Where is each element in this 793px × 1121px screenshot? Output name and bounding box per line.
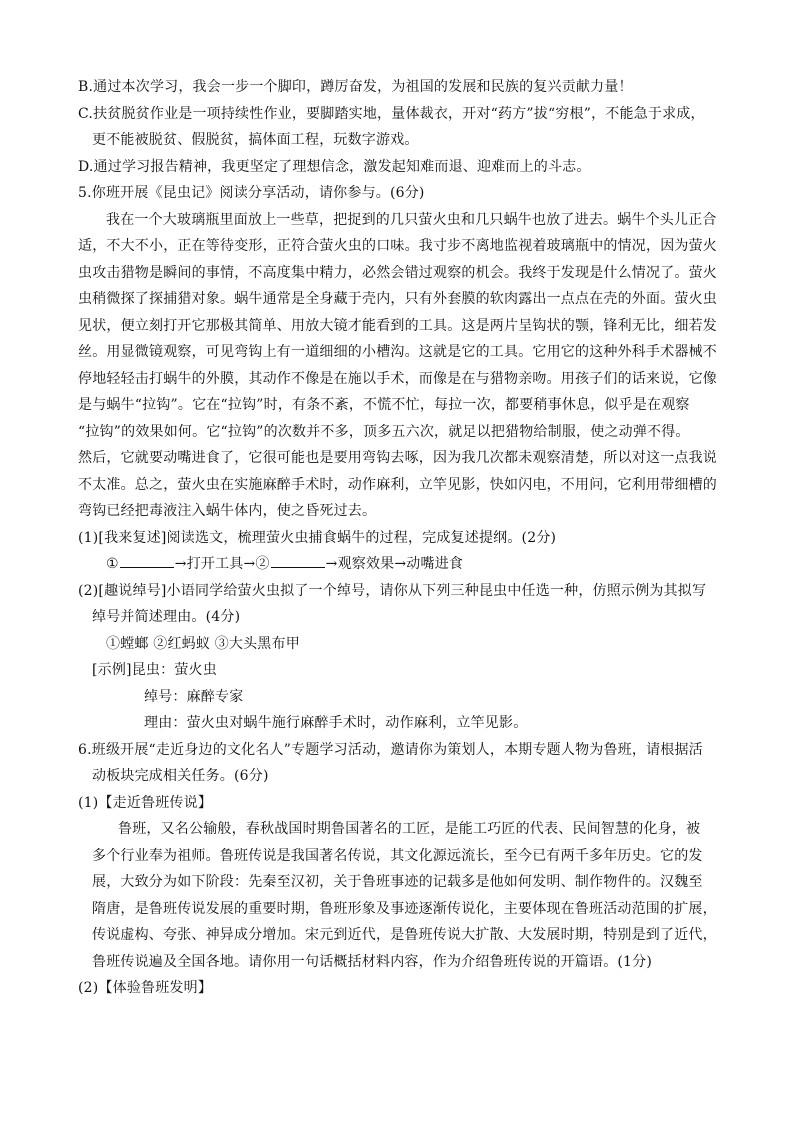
passage-line: 弯钩已经把毒液注入蜗牛体内，使之昏死过去。 <box>78 503 377 519</box>
answer-blank-2[interactable] <box>271 553 325 568</box>
question-5-passage <box>78 207 738 525</box>
passage-line: 适，不大不小，正在等待变形，正符合萤火虫的口味。我寸步不离地监视着玻璃瓶中的情况，因为萤火 <box>78 238 717 254</box>
insect-options: ①螳螂 ②红蚂蚁 ③大头黑布甲 <box>106 635 300 652</box>
answer-blank-1[interactable] <box>120 553 174 568</box>
question-5-sub-1: (1)[我来复述]阅读选文，梳理萤火虫捕食蜗牛的过程，完成复述提纲。(2分) <box>78 529 557 546</box>
passage-line: 虫稍微探了探捕猎对象。蜗牛通常是全身藏于壳内，只有外套膜的软肉露出一点点在壳的外面。萤火虫 <box>78 291 717 307</box>
passage-line: 不太准。总之，萤火虫在实施麻醉手术时，动作麻利，立竿见影，快如闪电，不用问，它利用带细槽的 <box>78 476 717 493</box>
example-reason: 理由：萤火虫对蜗牛施行麻醉手术时，动作麻利，立竿见影。 <box>144 715 528 731</box>
passage-line: “拉钩”的效果如何。它“拉钩”的次数并不多，顶多五六次，就足以把猎物给制服，使之动弹不得。 <box>78 423 690 440</box>
question-6-stem-line-2: 动板块完成相关任务。(6分) <box>92 768 269 784</box>
passage-line: 停地轻轻击打蜗牛的外膜，其动作不像是在施以手术，而像是在与猎物亲吻。用孩子们的话来说，它像 <box>78 370 717 387</box>
question-6-sub-2: (2)【体验鲁班发明】 <box>78 980 213 996</box>
question-5-sub-2-line-2: 绰号并简述理由。(4分) <box>92 609 241 625</box>
option-b: B.通过本次学习，我会一步一个脚印，蹲厉奋发，为祖国的发展和民族的复兴贡献力量！ <box>78 79 633 95</box>
option-c-line-2: 更不能被脱贫、假脱贫，搞体面工程，玩数字游戏。 <box>92 132 419 148</box>
option-c-line-1: C.扶贫脱贫作业是一项持续性作业，要脚踏实地，量体裁衣，开对“药方”拔“穷根”，不能急于求成， <box>78 105 705 122</box>
passage-line: 传说虚构、夸张、神异成分增加。宋元到近代，是鲁班传说大扩散、大发展时期，特别是到了近代， <box>92 927 717 943</box>
passage-line: 鲁班传说遍及全国各地。请你用一句话概括材料内容，作为介绍鲁班传说的开篇语。(1分) <box>92 953 653 970</box>
passage-line: 展，大致分为如下阶段：先秦至汉初，关于鲁班事迹的记载多是他如何发明、制作物件的。汉魏至 <box>92 874 703 890</box>
passage-line: 见状，便立刻打开它那极其简单、用放大镜才能看到的工具。这是两片呈钩状的颚，锋利无比，细若发 <box>78 317 717 334</box>
passage-line: 鲁班，又名公输般，春秋战国时期鲁国著名的工匠，是能工巧匠的代表、民间智慧的化身，被 <box>118 821 701 837</box>
question-5-stem: 5.你班开展《昆虫记》阅读分享活动，请你参与。(6分) <box>78 185 425 201</box>
passage-line: 是与蜗牛“拉钩”。它在“拉钩”时，有条不紊，不慌不忙，每拉一次，都要稍事休息，似乎是在观察 <box>78 397 690 413</box>
question-5-sub-2-line-1: (2)[趣说绰号]小语同学给萤火虫拟了一个绰号，请你从下列三种昆虫中任选一种，仿照示例为其拟写 <box>78 582 707 599</box>
outline-middle: →打开工具→② <box>174 556 270 572</box>
exam-page <box>78 74 738 1002</box>
question-6-passage <box>78 816 738 975</box>
question-6-sub-1: (1)【走近鲁班传说】 <box>78 794 213 811</box>
passage-line: 我在一个大玻璃瓶里面放上一些草，把捉到的几只萤火虫和几只蜗牛也放了进去。蜗牛个头儿正合 <box>106 211 717 228</box>
passage-line: 然后，它就要动嘴进食了，它很可能也是要用弯钩去啄，因为我几次都未观察清楚，所以对这一点我说 <box>78 450 717 466</box>
retell-outline <box>78 551 738 578</box>
option-d: D.通过学习报告精神，我更坚定了理想信念，激发起知难而退、迎难而上的斗志。 <box>78 158 591 175</box>
outline-end: →观察效果→动嘴进食 <box>325 556 464 572</box>
passage-line: 虫攻击猎物是瞬间的事情，不高度集中精力，必然会错过观察的机会。我终于发现是什么情况了。萤火 <box>78 264 717 281</box>
question-6-stem-line-1: 6.班级开展“走近身边的文化名人”专题学习活动，邀请你为策划人，本期专题人物为鲁班，请根据活 <box>78 741 703 758</box>
example-nickname: 绰号：麻醉专家 <box>144 688 244 705</box>
passage-line: 多个行业奉为祖师。鲁班传说是我国著名传说，其文化源远流长，至今已有两千多年历史。它的发 <box>92 847 703 864</box>
passage-line: 隋唐，是鲁班传说发展的重要时期，鲁班形象及事迹逐渐传说化，主要体现在鲁班活动范围的扩展， <box>92 900 717 917</box>
outline-mark-1: ① <box>106 556 119 572</box>
passage-line: 丝。用显微镜观察，可见弯钩上有一道细细的小槽沟。这就是它的工具。它用它的这种外科手术器械不 <box>78 344 717 360</box>
example-insect: [示例]昆虫：萤火虫 <box>92 662 217 678</box>
